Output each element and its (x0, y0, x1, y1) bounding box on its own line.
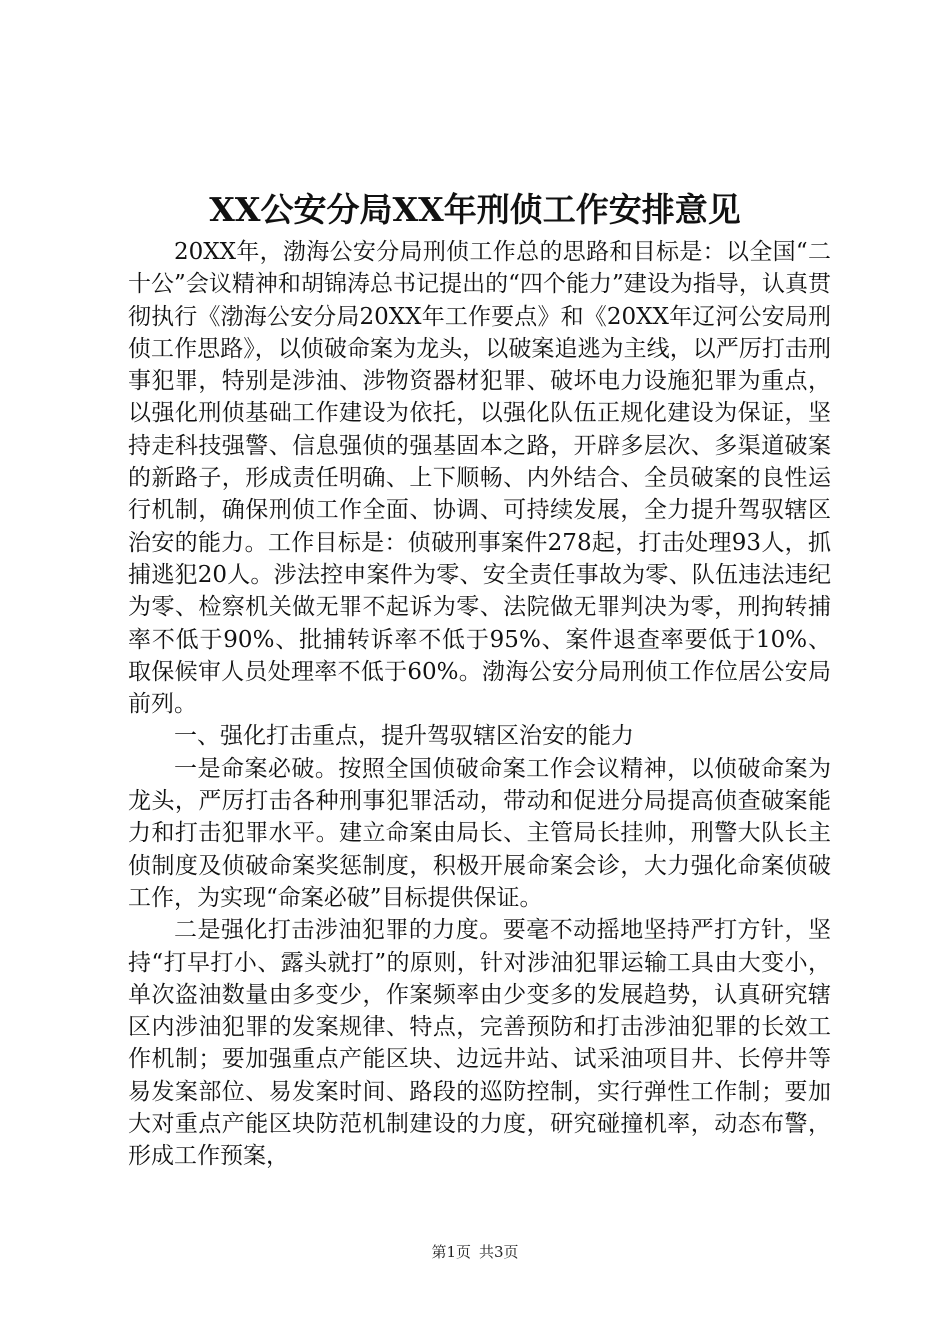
document-body (128, 236, 831, 1173)
page-number: 第1页 (431, 1243, 471, 1261)
page-total: 共3页 (479, 1243, 519, 1261)
section-heading-1: 一、强化打击重点，提升驾驭辖区治安的能力 (174, 723, 634, 750)
page-footer (0, 1242, 950, 1262)
paragraph-oil-crime: 二是强化打击涉油犯罪的力度。要毫不动摇地坚持严打方针，坚持“打早打小、露头就打”的原则，针对涉油犯罪运输工具由大变小，单次盗油数量由多变少，作案频率由少变多的发展趋势，认真研究辖区内涉油犯罪的发案规律、特点，完善预防和打击涉油犯罪的长效工作机制；要加强重点产能区块、边远井站、试采油项目井、长停井等易发案部位、易发案时间、路段的巡防控制，实行弹性工作制；要加大对重点产能区块防范机制建设的力度，研究碰撞机率，动态布警，形成工作预案， (128, 917, 831, 1170)
paragraph-homicide: 一是命案必破。按照全国侦破命案工作会议精神，以侦破命案为龙头，严厉打击各种刑事犯罪活动，带动和促进分局提高侦查破案能力和打击犯罪水平。建立命案由局长、主管局长挂帅，刑警大队长主侦制度及侦破命案奖惩制度，积极开展命案会诊，大力强化命案侦破工作，为实现“命案必破”目标提供保证。 (128, 755, 831, 911)
paragraph-intro: 20XX年，渤海公安分局刑侦工作总的思路和目标是：以全国“二十公”会议精神和胡锦涛总书记提出的“四个能力”建设为指导，认真贯彻执行《渤海公安分局20XX年工作要点》和《20XX年辽河公安局刑侦工作思路》，以侦破命案为龙头，以破案追逃为主线，以严厉打击刑事犯罪，特别是涉油、涉物资器材犯罪、破坏电力设施犯罪为重点，以强化刑侦基础工作建设为依托，以强化队伍正规化建设为保证，坚持走科技强警、信息强侦的强基固本之路，开辟多层次、多渠道破案的新路子，形成责任明确、上下顺畅、内外结合、全员破案的良性运行机制，确保刑侦工作全面、协调、可持续发展，全力提升驾驭辖区治安的能力。工作目标是：侦破刑事案件278起，打击处理93人，抓捕逃犯20人。涉法控申案件为零、安全责任事故为零、队伍违法违纪为零、检察机关做无罪不起诉为零、法院做无罪判决为零，刑拘转捕率不低于90%、批捕转诉率不低于95%、案件退查率要低于10%、取保候审人员处理率不低于60%。渤海公安分局刑侦工作位居公安局前列。 (128, 239, 831, 718)
document-title: XX公安分局XX年刑侦工作安排意见 (209, 190, 741, 229)
